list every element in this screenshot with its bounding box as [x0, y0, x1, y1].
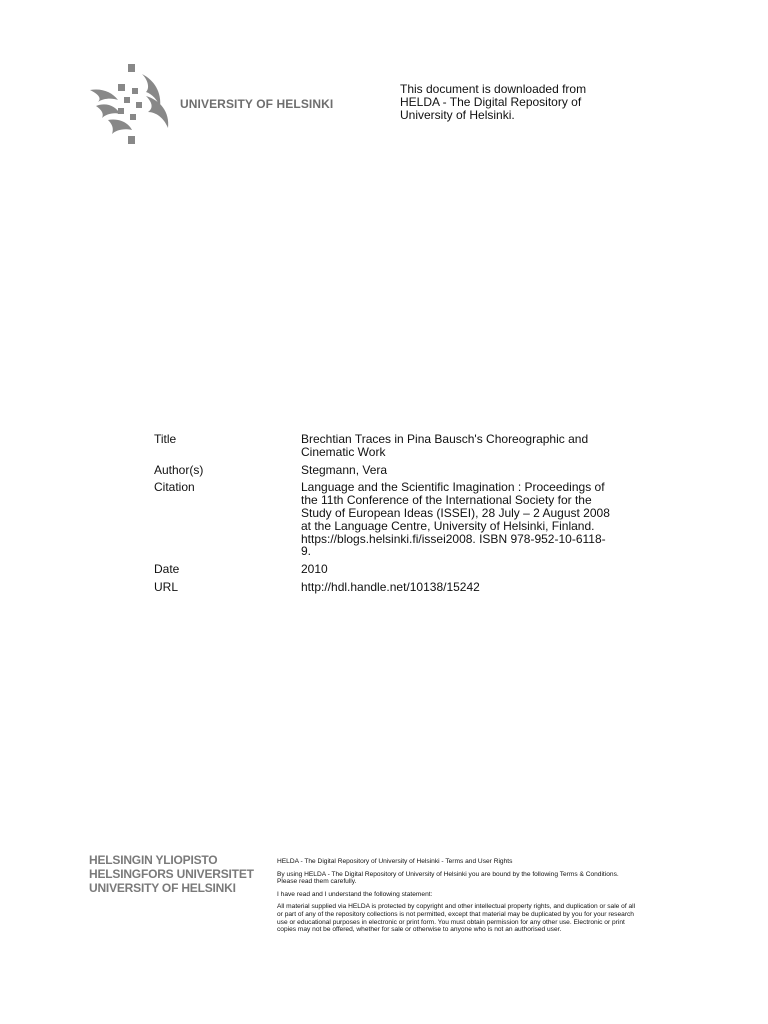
metadata-row-date [154, 563, 654, 576]
terms-line: use or educational purposes in electronic or print form. You must obtain permission for any other use. Electronic or print [277, 918, 625, 926]
terms-and-rights [277, 858, 707, 939]
footer-logo-line: HELSINGIN YLIOPISTO [89, 853, 218, 867]
title-line: Brechtian Traces in Pina Bausch's Choreographic and [301, 432, 589, 446]
terms-heading: HELDA - The Digital Repository of University of Helsinki - Terms and User Rights [277, 858, 513, 865]
authors-value: Stegmann, Vera [301, 462, 388, 477]
metadata-table [154, 433, 654, 599]
terms-bound-notice [277, 871, 707, 886]
citation-line: Study of European Ideas (ISSEI), 28 July – 2 August 2008 [301, 505, 610, 520]
url-value[interactable]: http://hdl.handle.net/10138/15242 [301, 579, 480, 594]
footer-logo-line: HELSINGFORS UNIVERSITET [89, 867, 254, 881]
terms-line: All material supplied via HELDA is protected by copyright and other intellectual property rights, and duplication or sale of all [277, 903, 636, 911]
authors-label: Author(s) [154, 462, 204, 477]
url-label: URL [154, 579, 179, 594]
terms-line: or part of any of the repository collections is not permitted, except that material may be duplicated by you for your research [277, 910, 634, 918]
terms-statement-intro: I have read and I understand the following statement: [277, 890, 433, 898]
download-notice-line: This document is downloaded from [400, 82, 587, 96]
citation-line: https://blogs.helsinki.fi/issei2008. ISBN 978-952-10-6118- [301, 531, 606, 546]
date-value: 2010 [301, 562, 328, 577]
citation-line: at the Language Centre, University of Helsinki, Finland. [301, 518, 595, 533]
metadata-row-citation [154, 481, 654, 558]
terms-line: By using HELDA - The Digital Repository of University of Helsinki you are bound by the following Terms & Conditions. [277, 870, 619, 878]
download-notice-line: HELDA - The Digital Repository of [400, 95, 582, 109]
download-notice [400, 83, 640, 122]
date-label: Date [154, 562, 180, 577]
terms-body [277, 903, 707, 933]
terms-line: copies may not be offered, whether for sale or otherwise to anyone who is not an authorised user. [277, 926, 562, 934]
footer-logo-line: UNIVERSITY OF HELSINKI [89, 881, 236, 895]
citation-value [301, 481, 641, 558]
university-logo-text: UNIVERSITY OF HELSINKI [180, 97, 334, 111]
citation-line: the 11th Conference of the International Society for the [301, 493, 592, 508]
download-notice-line: University of Helsinki. [400, 108, 515, 122]
title-line: Cinematic Work [301, 444, 386, 459]
metadata-row-url [154, 581, 654, 594]
metadata-row-authors [154, 464, 654, 477]
citation-label: Citation [154, 480, 195, 495]
terms-line: Please read them carefully. [277, 878, 357, 886]
title-value [301, 433, 641, 459]
university-flame-logo-icon [88, 62, 188, 146]
footer-university-logo [89, 853, 254, 895]
title-label: Title [154, 432, 177, 446]
metadata-row-title [154, 433, 654, 459]
citation-line: 9. [301, 544, 312, 559]
citation-line: Language and the Scientific Imagination : Proceedings of [301, 480, 605, 495]
